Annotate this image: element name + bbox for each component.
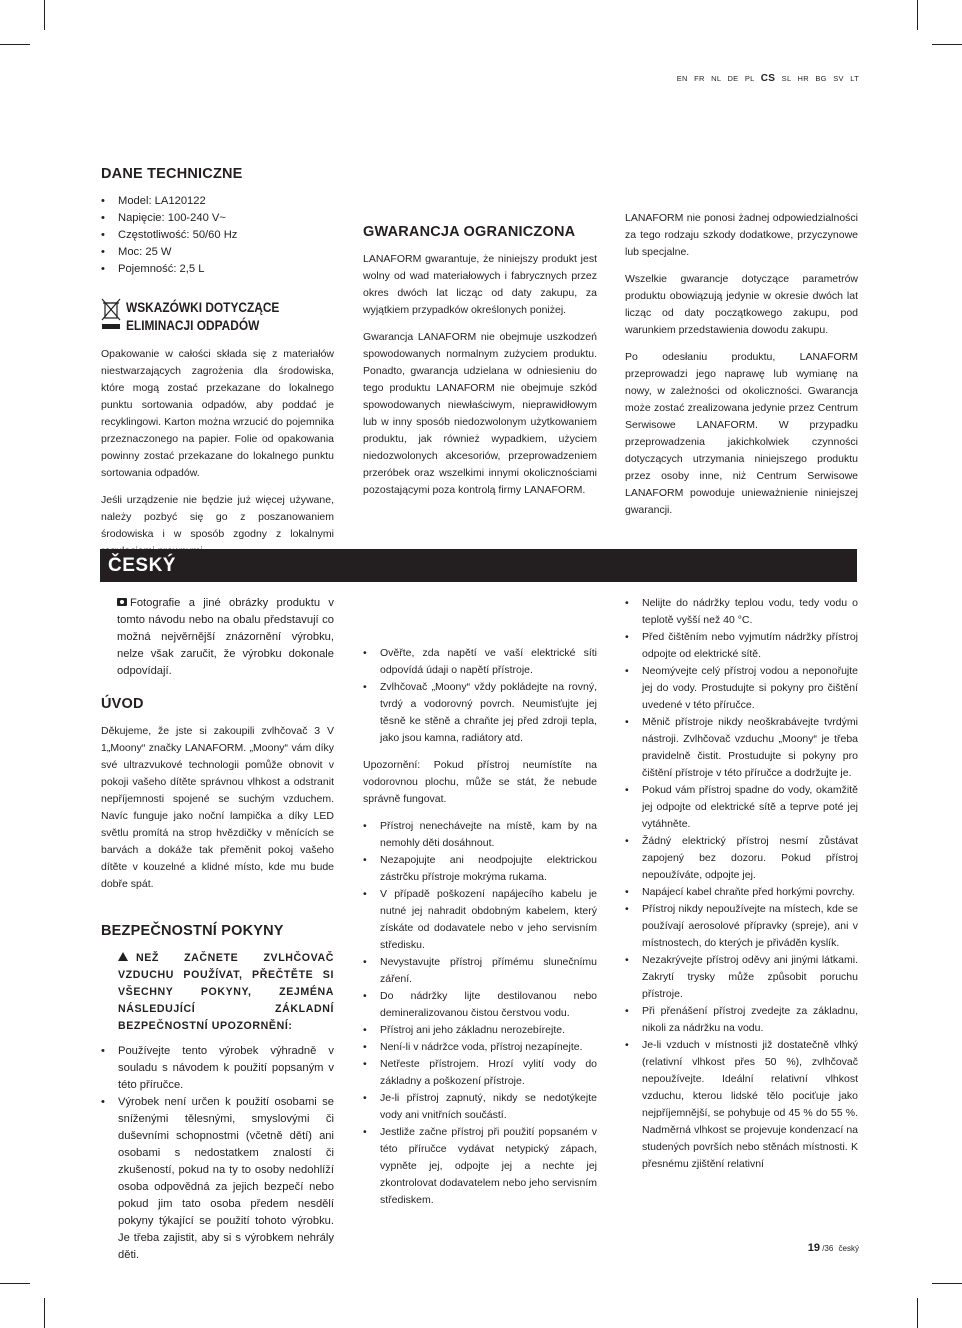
safety-item: • Pokud vám přístroj spadne do vody, okamžitě jej odpojte od elektrické sítě a teprve poté jej vytáhněte.: [625, 782, 858, 833]
safety-item: • Žádný elektrický přístroj nesmí zůstávat zapojený bez dozoru. Pokud přístroj nepoužíváte, odpojte jej.: [625, 833, 858, 884]
lang-lt: LT: [850, 74, 859, 83]
cs-column-3: [625, 595, 858, 1183]
waste-title-line1: WSKAZÓWKI DOTYCZĄCE: [126, 299, 280, 315]
tech-item: • Moc: 25 W: [101, 244, 334, 261]
crop-mark: [917, 0, 918, 30]
safety-item: • Měnič přístroje nikdy neoškrabávejte tvrdými nástroji. Zvlhčovač vzduchu „Moony“ je třeba pravidelně čistit. Prostudujte si pokyny pro čištění přístroje v této příručce a dodržujte je.: [625, 714, 858, 782]
crop-mark: [0, 44, 30, 45]
cs-column-1: [101, 595, 334, 1274]
pl-column-1: [101, 166, 334, 570]
footer-lang: český: [838, 1244, 859, 1253]
waste-paragraph-1: Opakowanie w całości składa się z materiałów niestwarzających zagrożenia dla środowiska, które mogą zostać przekazane do lokalnego punktu sortowania odpadów, aby poddać je recyklingowi. Karton można wrzucić do pojemnika przeznaczonego na papier. Folie od opakowania powinny zostać przekazane do lokalnego punktu sortowania odpadów.: [101, 348, 334, 479]
safety-title: BEZPEČNOSTNÍ POKYNY: [101, 923, 284, 939]
photo-note: [101, 595, 334, 680]
safety-item: • Netřeste přístrojem. Hrozí vylití vody do základny a poškození přístroje.: [363, 1056, 597, 1090]
safety-item: • Neomývejte celý přístroj vodou a neponořujte jej do vody. Prostudujte si pokyny pro čištění uvedené v této příručce.: [625, 663, 858, 714]
safety-item: • Přístroj nikdy nepoužívejte na místech, kde se používají aerosolové přípravky (spreje), ani v místnostech, do kterých je přiváděn kyslík.: [625, 901, 858, 952]
lang-pl: PL: [744, 74, 755, 83]
cs-column-2: [363, 645, 597, 1219]
safety-item: • V případě poškození napájecího kabelu je nutné jej nahradit obdobným kabelem, který získáte od dodavatele nebo v jeho servisním středisku.: [363, 886, 597, 954]
waste-title-line2: ELIMINACJI ODPADÓW: [126, 317, 260, 333]
safety-item: • Přístroj nenechávejte na místě, kam by na nemohly děti dosáhnout.: [363, 818, 597, 852]
lang-nl: NL: [711, 74, 722, 83]
safety-item: • Nezapojujte ani neodpojujte elektrickou zástrčku přístroje mokrýma rukama.: [363, 852, 597, 886]
safety-item: • Přístroj ani jeho základnu nerozebírejte.: [363, 1022, 597, 1039]
safety-item: • Používejte tento výrobek výhradně v souladu s návodem k použití popsaným v této příručce.: [101, 1043, 334, 1094]
tech-item: • Pojemność: 2,5 L: [101, 261, 334, 278]
photo-note-text: Fotografie a jiné obrázky produktu v tomto návodu nebo na obalu představují co možná nejvěrnější znázornění výrobku, nelze však zaručit, že výrobku dokonale odpovídají.: [117, 597, 334, 677]
page-footer: [808, 1242, 859, 1254]
tech-item: • Model: LA120122: [101, 193, 334, 210]
warranty-paragraph-5: Po odesłaniu produktu, LANAFORM przeprowadzi jego naprawę lub wymianę na nowy, w zależności od okoliczności. Gwarancja może zostać zrealizowana jedynie przez Centrum Serwisowe LANAFORM. W przypadku przeprowadzenia jakichkolwiek czynności dotyczących utrzymania niniejszego produktu przez osoby inne, niż Centrum Serwisowe LANAFORM powoduje unieważnienie niniejszej gwarancji.: [625, 351, 858, 516]
warranty-paragraph-1: LANAFORM gwarantuje, że niniejszy produkt jest wolny od wad materiałowych i fabrycznych przez okres dwóch lat licząc od daty zakupu, za wyjątkiem przypadków określonych poniżej.: [363, 253, 597, 316]
tech-list: [101, 193, 334, 278]
crop-mark: [917, 1298, 918, 1328]
crop-mark: [932, 44, 962, 45]
safety-warning-text: NEŽ ZAČNETE ZVLHČOVAČ VZDUCHU POUŽÍVAT, PŘEČTĚTE SI VŠECHNY POKYNY, ZEJMÉNA NÁSLEDUJÍCÍ ZÁKLADNÍ BEZPEČNOSTNÍ UPOZORNĚNÍ:: [118, 952, 334, 1032]
language-bar: [673, 73, 859, 84]
lang-fr: FR: [694, 74, 705, 83]
intro-title: ÚVOD: [101, 696, 144, 712]
lang-de: DE: [727, 74, 739, 83]
lang-sv: SV: [833, 74, 844, 83]
crop-mark: [932, 1283, 962, 1284]
safety-item: • Není-li v nádržce voda, přístroj nezapínejte.: [363, 1039, 597, 1056]
safety-item: • Ověřte, zda napětí ve vaší elektrické síti odpovídá údaji o napětí přístroje.: [363, 645, 597, 679]
warranty-paragraph-4: Wszelkie gwarancje dotyczące parametrów produktu obowiązują jedynie w okresie dwóch lat licząc od daty początkowego zakupu, pod warunkiem przedstawienia dowodu zakupu.: [625, 273, 858, 336]
safety-item: • Je-li přístroj zapnutý, nikdy se nedotýkejte vody ani vnitřních součástí.: [363, 1090, 597, 1124]
section-banner: ČESKÝ: [100, 549, 857, 582]
page-total: /36: [822, 1244, 834, 1253]
safety-item: • Nezakrývejte přístroj oděvy ani jinými látkami. Zakrytí trysky může způsobit poruchu přístroje.: [625, 952, 858, 1003]
warranty-title: GWARANCJA OGRANICZONA: [363, 224, 576, 240]
lang-cs-active: CS: [760, 73, 776, 84]
safety-item: • Je-li vzduch v místnosti již dostatečně vlhký (relativní vlhkost přes 50 %), zvlhčovač nepoužívejte. Ideální relativní vlhkost vzduchu, kterou lidské tělo pociťuje jako nejpříjemnější, se pohybuje od 45 % do 55 %. Nadměrná vlhkost se projevuje kondenzací na studených površích nebo stěnách místnosti. K přesnému zjištění relativní: [625, 1037, 858, 1173]
crossed-bin-icon: [101, 298, 121, 332]
intro-text: Děkujeme, že jste si zakoupili zvlhčovač 3 V 1„Moony“ značky LANAFORM. „Moony“ vám díky své ultrazvukové technologii pomůže obnovit v pokoji vašeho dítěte správnou vlhkost a odstranit nepříjemnosti spojené se suchým vzduchem. Navíc funguje jako noční lampička a díky LED světlu promítá na strop hvězdičky v měnících se barvách a dokáže tak přeměnit pokoj vašeho dítěte v kouzelné a klidné místo, kde mu bude dobře spát.: [101, 725, 334, 890]
tech-item: • Częstotliwość: 50/60 Hz: [101, 227, 334, 244]
lang-hr: HR: [797, 74, 809, 83]
safety-item: • Nevystavujte přístroj přímému slunečnímu záření.: [363, 954, 597, 988]
warranty-paragraph-3: LANAFORM nie ponosi żadnej odpowiedzialności za tego rodzaju szkody dodatkowe, przyczynowe lub specjalne.: [625, 212, 858, 258]
pl-column-3: [625, 210, 858, 529]
lang-bg: BG: [815, 74, 827, 83]
safety-list-3: [625, 595, 858, 1173]
safety-item: • Před čištěním nebo vyjmutím nádržky přístroj odpojte od elektrické sítě.: [625, 629, 858, 663]
safety-item: • Napájecí kabel chraňte před horkými povrchy.: [625, 884, 858, 901]
tech-item: • Napięcie: 100-240 V~: [101, 210, 334, 227]
lang-sl: SL: [781, 74, 792, 83]
camera-icon: [117, 598, 127, 606]
safety-item: • Do nádržky lijte destilovanou nebo demineralizovanou čistou čerstvou vodu.: [363, 988, 597, 1022]
lang-en: EN: [676, 74, 688, 83]
crop-mark: [44, 0, 45, 30]
waste-heading: [101, 298, 334, 334]
crop-mark: [44, 1298, 45, 1328]
warranty-paragraph-2: Gwarancja LANAFORM nie obejmuje uszkodzeń spowodowanych normalnym zużyciem produktu. Ponadto, gwarancja udzielana w odniesieniu do tego produktu LANAFORM nie obejmuje szkód spowodowanych niewłaściwym, nieprawidłowym lub w inny sposób niedozwolonym użytkowaniem produktu, jak również wypadkiem, użyciem niedozwolonych akcesoriów, przeprowadzeniem przeróbek oraz wszelkimi innymi okolicznościami pozostającymi poza kontrolą firmy LANAFORM.: [363, 331, 597, 496]
safety-list-2a: [363, 645, 597, 747]
waste-paragraph-2: Jeśli urządzenie nie będzie już więcej używane, należy pozbyć się go z poszanowaniem środowiska i w sposób zgodny z lokalnymi: [101, 494, 334, 540]
safety-item: • Zvlhčovač „Moony“ vždy pokládejte na rovný, tvrdý a vodorovný povrch. Neumisťujte jej těsně ke stěně a chraňte jej před zdroji tepla, jako jsou kamna, radiátory atd.: [363, 679, 597, 747]
safety-item: • Výrobek není určen k použití osobami se sníženými tělesnými, smyslovými či duševními schopnostmi (včetně dětí) ani osobami s nedostatkem znalostí či zkušeností, pokud na ty to osoby nedohlíží osoba odpovědná za jejich bezpečí nebo pokud jim tato osoba předem nesdělí pokyny týkající se použití tohoto výrobku. Je třeba zajistit, aby si s výrobkem nehrály děti.: [101, 1094, 334, 1264]
pl-column-2: [363, 224, 597, 509]
page-number: 19: [807, 1242, 820, 1254]
safety-list-2b: [363, 818, 597, 1209]
warning-triangle-icon: [118, 952, 128, 961]
safety-note: Upozornění: Pokud přístroj neumístíte na vodorovnou plochu, může se stát, že nebude správně fungovat.: [363, 759, 597, 805]
safety-item: • Při přenášení přístroj zvedejte za základnu, nikoli za nádržku na vodu.: [625, 1003, 858, 1037]
safety-warning: [101, 950, 334, 1035]
safety-item: • Nelijte do nádržky teplou vodu, tedy vodu o teplotě vyšší než 40 °C.: [625, 595, 858, 629]
safety-item: • Jestliže začne přístroj při použití popsaném v této příručce vydávat netypický zápach, vypněte jej, odpojte jej a nechte jej zkontrolovat dodavatelem nebo jeho servisním střediskem.: [363, 1124, 597, 1209]
tech-title: DANE TECHNICZNE: [101, 166, 243, 182]
safety-list-1: [101, 1043, 334, 1264]
crop-mark: [0, 1283, 30, 1284]
